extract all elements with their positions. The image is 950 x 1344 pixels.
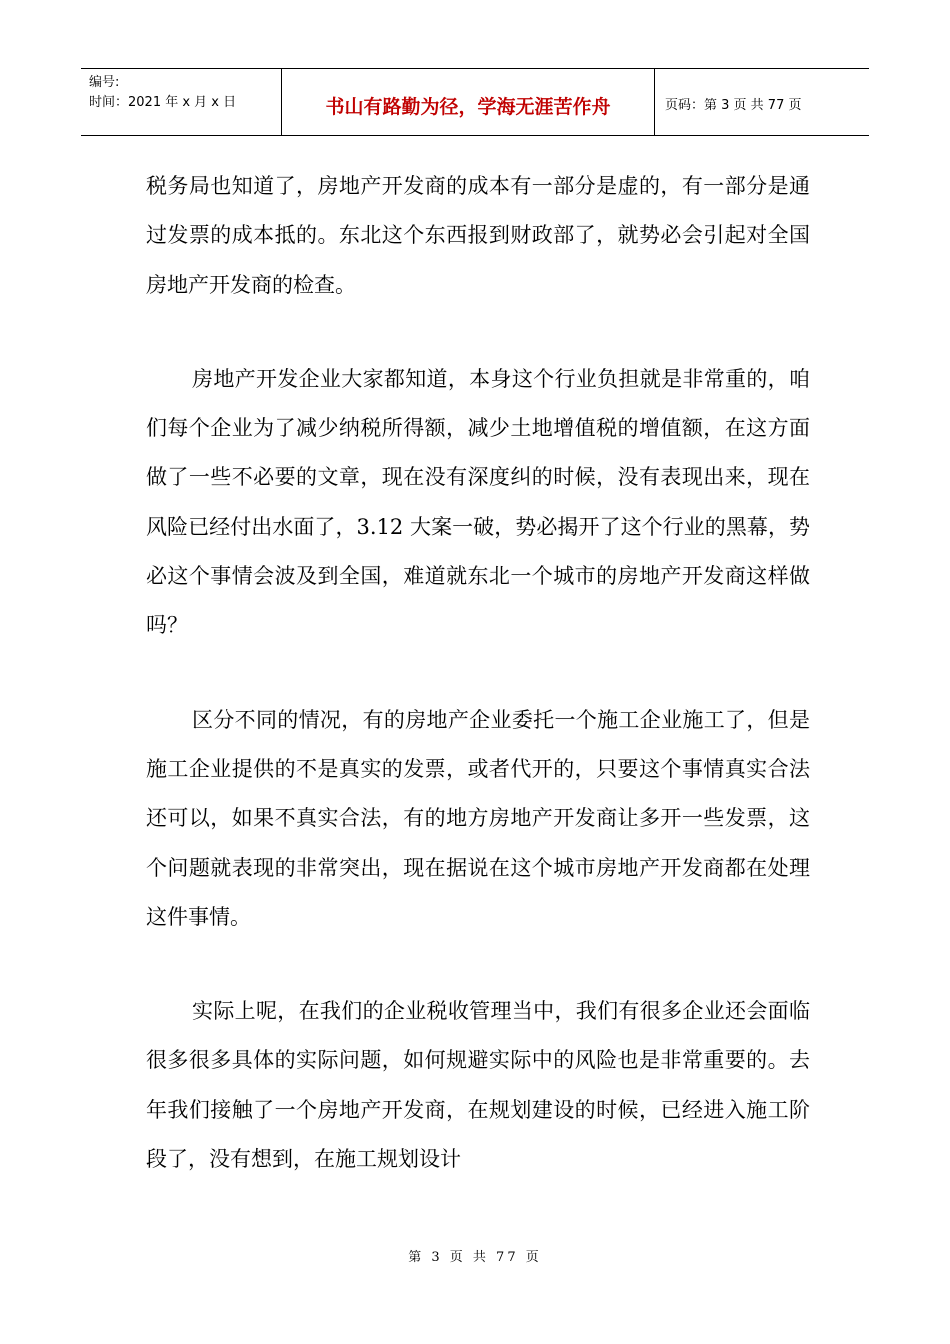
document-number-label: 编号:: [89, 75, 120, 90]
paragraph: 区分不同的情况，有的房地产企业委托一个施工企业施工了，但是施工企业提供的不是真实的发票，或者代开的，只要这个事情真实合法还可以，如果不真实合法，有的地方房地产开发商让多开一些发票，这个问题就表现的非常突出，现在据说在这个城市房地产开发商都在处理这件事情。: [146, 707, 810, 929]
header-meta: [81, 69, 282, 135]
paragraph: 房地产开发企业大家都知道，本身这个行业负担就是非常重的，咱们每个企业为了减少纳税所得额，减少土地增值税的增值额，在这方面做了一些不必要的文章，现在没有深度纠的时候，没有表现出来，现在风险已经付出水面了，3.12 大案一破，势必揭开了这个行业的黑幕，势必这个事情会波及到全国，难道就东北一个城市的房地产开发商这样做吗？: [146, 366, 810, 638]
header-page-info: [655, 69, 869, 135]
document-body: [146, 162, 810, 1229]
page-header: [81, 68, 869, 136]
motto-text: 书山有路勤为径，学海无涯苦作舟: [325, 95, 611, 118]
footer-page-number: 第 3 页 共 77 页: [408, 1250, 542, 1265]
paragraph: 实际上呢，在我们的企业税收管理当中，我们有很多企业还会面临很多很多具体的实际问题，如何规避实际中的风险也是非常重要的。去年我们接触了一个房地产开发商，在规划建设的时候，已经进入施工阶段了，没有想到，在施工规划设计: [146, 999, 810, 1172]
page-info-text: 页码：第 3 页 共 77 页: [665, 97, 802, 113]
paragraph: 税务局也知道了，房地产开发商的成本有一部分是虚的，有一部分是通过发票的成本抵的。东北这个东西报到财政部了，就势必会引起对全国房地产开发商的检查。: [146, 174, 810, 297]
document-time: 时间：2021 年 x 月 x 日: [89, 95, 237, 110]
header-motto: [282, 69, 655, 135]
page-footer: [0, 1246, 950, 1265]
